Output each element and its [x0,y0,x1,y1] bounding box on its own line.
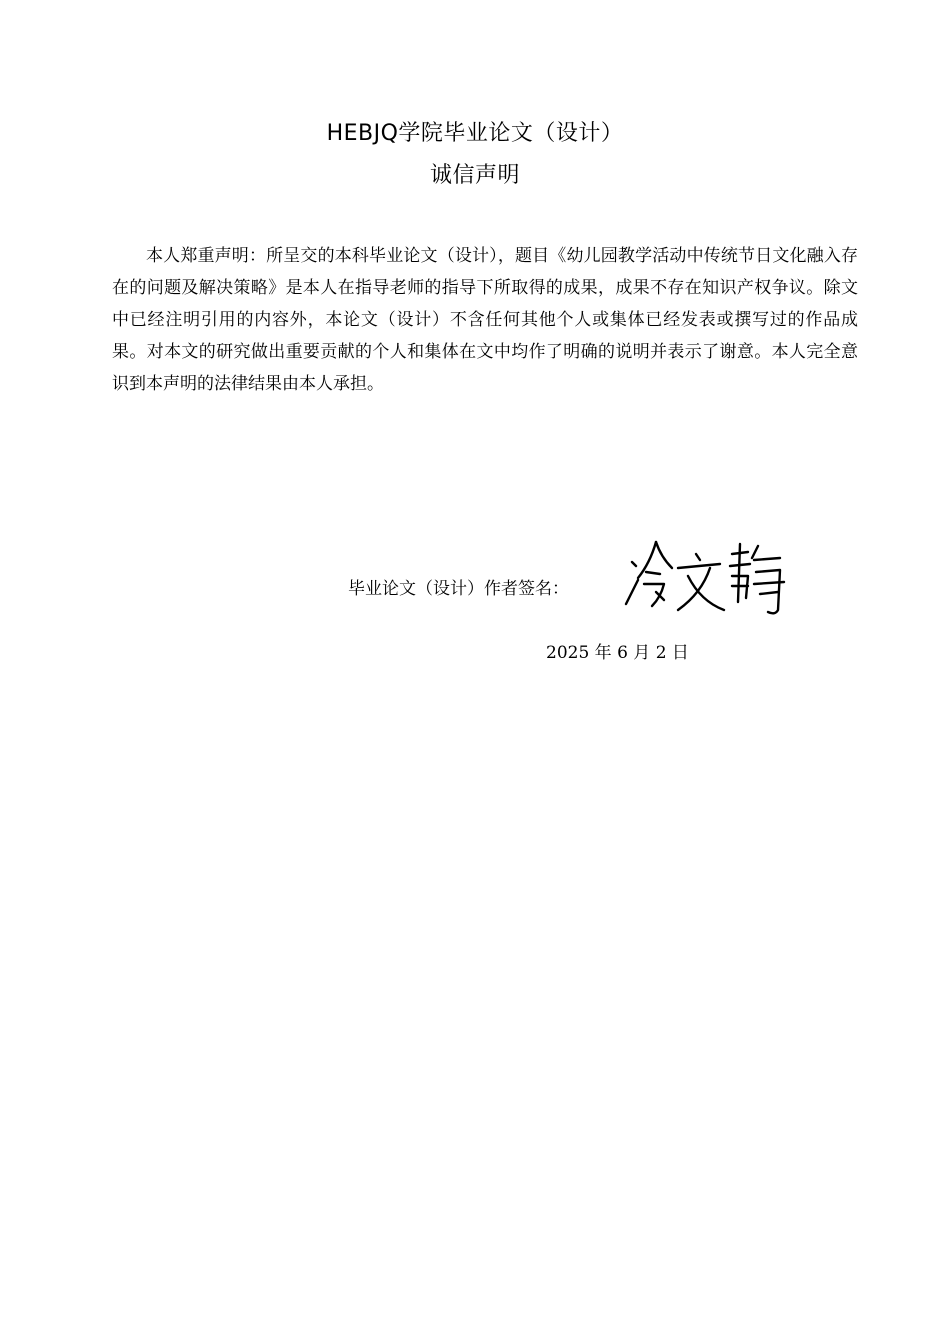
document-title: HEBJQ学院毕业论文（设计） [326,121,624,146]
declaration-paragraph: 本人郑重声明：所呈交的本科毕业论文（设计），题目《幼儿园教学活动中传统节日文化融入存在的问题及解决策略》是本人在指导老师的指导下所取得的成果，成果不存在知识产权争议。除文中已经注明引用的内容外，本论文（设计）不含任何其他个人或集体已经发表或撰写过的作品成果。对本文的研究做出重要贡献的个人和集体在文中均作了明确的说明并表示了谢意。本人完全意识到本声明的法律结果由本人承担。 [112,246,858,394]
signature-label: 毕业论文（设计）作者签名： [348,579,569,599]
document-subtitle: 诚信声明 [429,163,520,188]
signature-date: 2025 年 6 月 2 日 [546,643,689,663]
handwritten-signature [612,532,792,622]
